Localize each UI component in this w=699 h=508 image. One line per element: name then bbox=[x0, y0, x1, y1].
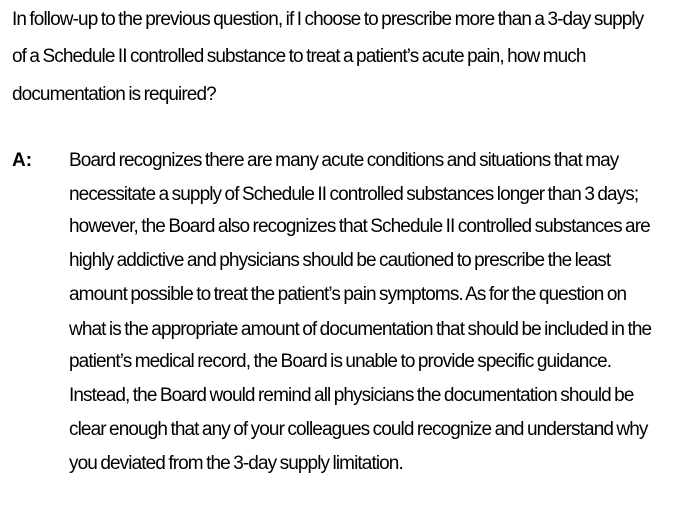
answer-line: patient’s medical record, the Board is unable to provide specific guidance. bbox=[69, 351, 612, 372]
question-line: In follow-up to the previous question, if I choose to prescribe more than a 3-day supply bbox=[12, 9, 644, 30]
question-line: of a Schedule II controlled substance to treat a patient’s acute pain, how much bbox=[12, 46, 586, 67]
answer-line: clear enough that any of your colleagues could recognize and understand why bbox=[69, 419, 648, 440]
answer-line: necessitate a supply of Schedule II controlled substances longer than 3 days; bbox=[69, 184, 639, 205]
answer-line: amount possible to treat the patient’s pain symptoms. As for the question on bbox=[69, 284, 627, 305]
answer-line: what is the appropriate amount of documentation that should be included in the bbox=[69, 319, 652, 340]
answer-line: highly addictive and physicians should be cautioned to prescribe the least bbox=[69, 250, 611, 271]
answer-label: A: bbox=[12, 150, 33, 171]
answer-line: Board recognizes there are many acute conditions and situations that may bbox=[69, 150, 619, 171]
answer-line: you deviated from the 3-day supply limitation. bbox=[69, 453, 403, 474]
question-line: documentation is required? bbox=[12, 84, 216, 105]
answer-line: however, the Board also recognizes that Schedule II controlled substances are bbox=[69, 216, 650, 237]
answer-line: Instead, the Board would remind all physicians the documentation should be bbox=[69, 385, 634, 406]
